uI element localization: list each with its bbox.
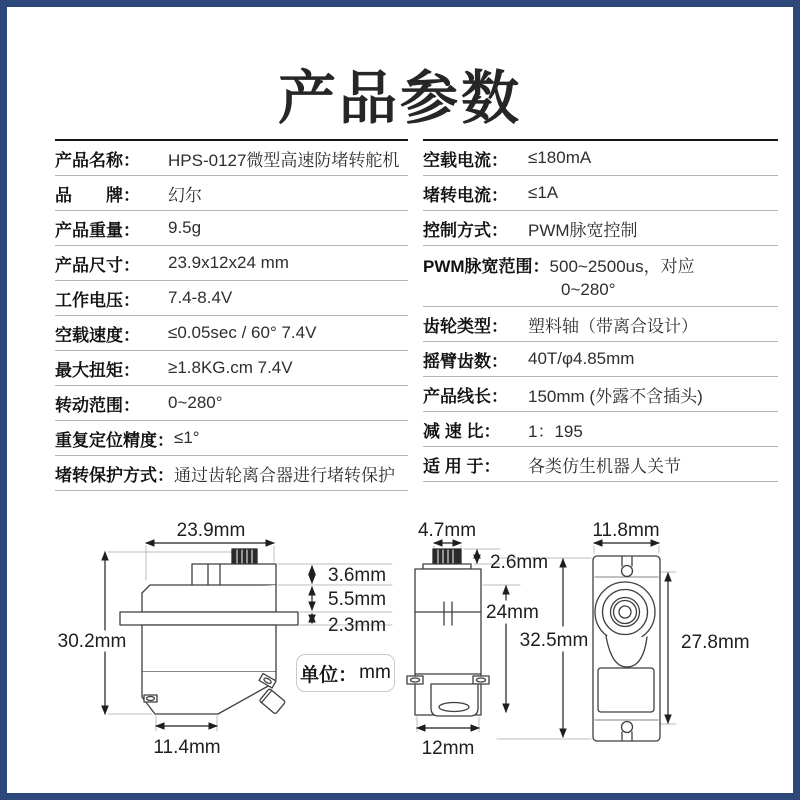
table-row: [55, 281, 408, 316]
spec-label: 产品名称：: [55, 150, 140, 170]
table-row: [423, 176, 778, 211]
dim-top-total-length: 32.5mm: [519, 630, 589, 651]
dim-side-top-width: 23.9mm: [176, 520, 246, 541]
spec-value: 通过齿轮离合器进行堵转保护: [174, 465, 395, 485]
table-row: [55, 316, 408, 351]
spec-label: 空载速度：: [55, 325, 140, 345]
spec-label: 产品尺寸：: [55, 255, 140, 275]
table-row-pwm-range: [423, 246, 778, 307]
spec-value: 500~2500us，对应: [549, 257, 695, 276]
table-row: [55, 386, 408, 421]
spec-value-line2: 0~280°: [561, 280, 616, 299]
dim-side-head-height: 3.6mm: [328, 565, 387, 586]
table-row: [423, 447, 778, 482]
spec-label: 转动范围：: [55, 395, 140, 415]
dim-top-width: 11.8mm: [592, 520, 660, 541]
spec-value: 塑料轴（带离合设计）: [528, 316, 698, 336]
table-row: [55, 456, 408, 491]
dim-front-bottom-width: 12mm: [421, 738, 475, 759]
spec-label: 减 速 比：: [423, 421, 501, 441]
table-row: [423, 412, 778, 447]
spec-label: 控制方式：: [423, 220, 508, 240]
dim-front-shaft-height: 2.6mm: [490, 552, 549, 573]
spec-label: 产品重量：: [55, 220, 140, 240]
spec-label: 适 用 于：: [423, 456, 501, 476]
dim-front-shaft-width: 4.7mm: [417, 520, 477, 541]
spec-value: ≤0.05sec / 60° 7.4V: [168, 323, 317, 342]
unit-label: 单位：: [300, 664, 358, 686]
spec-value: 幻尔: [168, 185, 202, 205]
dim-side-flange-height: 2.3mm: [328, 615, 387, 636]
spec-value: HPS-0127微型高速防堵转舵机: [168, 150, 400, 170]
spec-value: 0~280°: [168, 393, 223, 412]
spec-label: 摇臂齿数：: [423, 351, 508, 371]
table-row: [55, 421, 408, 456]
spec-value: 各类仿生机器人关节: [528, 456, 681, 476]
spec-value: 40T/φ4.85mm: [528, 349, 635, 368]
dim-front-body-height: 24mm: [486, 602, 539, 623]
table-row: [55, 141, 408, 176]
table-row: [423, 342, 778, 377]
page-title: 产品参数: [277, 66, 522, 131]
spec-table-left: [55, 139, 408, 491]
spec-value: 7.4-8.4V: [168, 288, 233, 307]
spec-label: 堵转保护方式：: [55, 465, 174, 485]
spec-value: ≤180mA: [528, 148, 592, 167]
spec-value: 9.5g: [168, 218, 202, 237]
spec-value: ≤1A: [528, 183, 559, 202]
unit-value: mm: [359, 662, 391, 683]
unit-label-box: [296, 654, 395, 692]
spec-value: ≥1.8KG.cm 7.4V: [168, 358, 293, 377]
table-row: [423, 141, 778, 176]
spec-label: 堵转电流：: [423, 185, 508, 205]
dimension-drawings: [40, 500, 800, 800]
spec-label: PWM脉宽范围：: [423, 257, 550, 276]
spec-label: 齿轮类型：: [423, 316, 508, 336]
dim-side-bottom-width: 11.4mm: [153, 737, 221, 758]
table-row: [423, 307, 778, 342]
table-row: [423, 211, 778, 246]
spec-value: ≤1°: [174, 428, 200, 447]
spec-value: PWM脉宽控制: [528, 220, 638, 240]
table-row: [55, 176, 408, 211]
spec-table-right: [423, 139, 778, 482]
dim-top-hole-span: 27.8mm: [681, 632, 750, 653]
table-row: [55, 211, 408, 246]
spec-label: 工作电压：: [55, 290, 140, 310]
spec-label: 重复定位精度：: [55, 430, 174, 450]
dim-side-total-height: 30.2mm: [57, 631, 127, 652]
table-row: [423, 377, 778, 412]
page-background: [7, 7, 793, 793]
spec-label: 空载电流：: [423, 150, 508, 170]
dim-side-upper-height: 5.5mm: [328, 589, 387, 610]
spec-value: 23.9x12x24 mm: [168, 253, 289, 272]
spec-label: 产品线长：: [423, 386, 508, 406]
table-row: [55, 246, 408, 281]
servo-top-view-drawing: [593, 546, 676, 741]
spec-value: 1：195: [528, 421, 583, 441]
table-row: [55, 351, 408, 386]
spec-value: 150mm (外露不含插头): [528, 386, 703, 406]
spec-label: 品 牌：: [55, 185, 140, 205]
spec-label: 最大扭矩：: [55, 360, 140, 380]
